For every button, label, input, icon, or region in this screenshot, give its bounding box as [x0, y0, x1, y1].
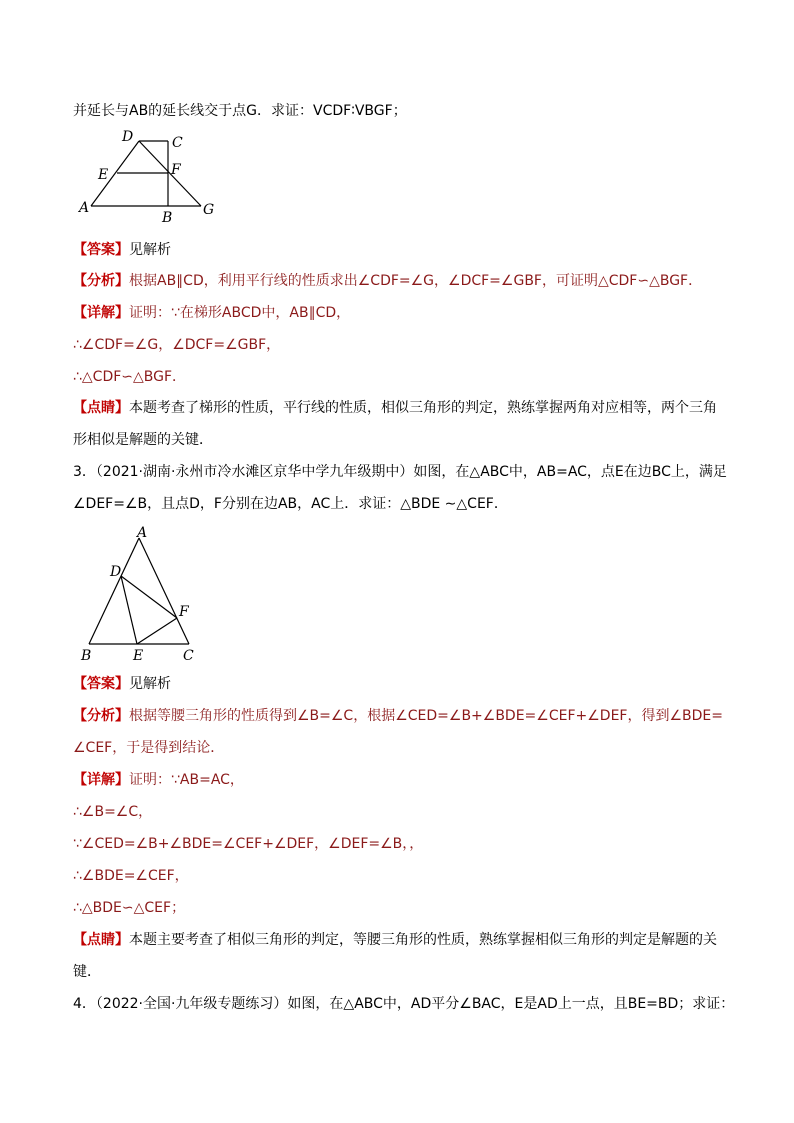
answer-tag: 【答案】 — [73, 676, 129, 692]
comment-text: 本题考查了梯形的性质，平行线的性质，相似三角形的判定，熟练掌握两角对应相等，两个三角 — [129, 400, 717, 416]
label-A: A — [79, 200, 90, 216]
problem3-detail-4: ∴∠BDE=∠CEF， — [73, 868, 189, 884]
detail-text: 证明：∵AB=AC， — [129, 772, 244, 788]
problem3-comment-2: 键． — [73, 964, 101, 980]
problem3-detail-2: ∴∠B=∠C， — [73, 804, 153, 820]
comment-tag: 【点睛】 — [73, 932, 129, 948]
problem4-stem: 4．（2022·全国·九年级专题练习）如图，在△ABC中，AD平分∠BAC，E是AD上一点，且BE=BD；求证： — [73, 996, 735, 1012]
analysis-text: 根据AB∥CD，利用平行线的性质求出∠CDF=∠G，∠DCF=∠GBF，可证明△CDF∽△BGF． — [129, 273, 703, 289]
trapezoid-figure — [73, 125, 223, 225]
segment-AB — [89, 538, 139, 644]
problem3-stem-1: 3．（2021·湖南·永州市冷水滩区京华中学九年级期中）如图，在△ABC中，AB=AC，点E在边BC上，满足 — [73, 464, 727, 480]
problem3-stem-2: ∠DEF=∠B，且点D，F分别在边AB，AC上．求证：△BDE ∼△CEF． — [73, 496, 508, 512]
analysis-tag: 【分析】 — [73, 708, 129, 724]
label-A: A — [137, 525, 148, 541]
problem2-analysis — [73, 271, 702, 291]
answer-text: 见解析 — [129, 676, 171, 692]
analysis-tag: 【分析】 — [73, 273, 129, 289]
problem3-analysis-1 — [73, 706, 723, 726]
detail-text: 证明：∵在梯形ABCD中，AB∥CD， — [129, 305, 351, 321]
segment-AC — [139, 538, 189, 644]
problem2-comment-1 — [73, 398, 717, 418]
problem2-detail-1 — [73, 303, 350, 323]
triangle-figure — [75, 522, 205, 664]
comment-text: 本题主要考查了相似三角形的判定，等腰三角形的性质，熟练掌握相似三角形的判定是解题的关 — [129, 932, 717, 948]
problem3-detail-5: ∴△BDE∽△CEF； — [73, 900, 186, 916]
segment-EF — [137, 618, 177, 644]
answer-tag: 【答案】 — [73, 242, 129, 258]
problem3-comment-1 — [73, 930, 717, 950]
label-F: F — [171, 162, 181, 178]
detail-tag: 【详解】 — [73, 305, 129, 321]
label-D: D — [122, 129, 134, 145]
problem2-detail-2: ∴∠CDF=∠G，∠DCF=∠GBF， — [73, 337, 281, 353]
comment-tag: 【点睛】 — [73, 400, 129, 416]
label-F: F — [179, 604, 189, 620]
problem2-comment-2: 形相似是解题的关键． — [73, 432, 213, 448]
answer-text: 见解析 — [129, 242, 171, 258]
analysis-text: 根据等腰三角形的性质得到∠B=∠C，根据∠CED=∠B+∠BDE=∠CEF+∠DEF，得到∠BDE= — [129, 708, 723, 724]
label-G: G — [203, 202, 215, 218]
label-E: E — [133, 648, 144, 664]
problem2-intro: 并延长与AB的延长线交于点G．求证：VCDF∶VBGF； — [73, 103, 407, 119]
problem3-answer — [73, 674, 171, 694]
label-E: E — [98, 167, 109, 183]
problem3-detail-3: ∵∠CED=∠B+∠BDE=∠CEF+∠DEF，∠DEF=∠B，， — [73, 836, 424, 852]
label-B: B — [162, 210, 173, 225]
problem3-detail-1 — [73, 770, 244, 790]
label-C: C — [172, 135, 183, 151]
label-B: B — [81, 648, 92, 664]
label-D: D — [110, 564, 122, 580]
problem2-detail-3: ∴△CDF∽△BGF． — [73, 369, 187, 385]
problem2-answer — [73, 240, 171, 260]
label-C: C — [183, 648, 194, 664]
detail-tag: 【详解】 — [73, 772, 129, 788]
problem3-analysis-2: ∠CEF，于是得到结论． — [73, 740, 225, 756]
